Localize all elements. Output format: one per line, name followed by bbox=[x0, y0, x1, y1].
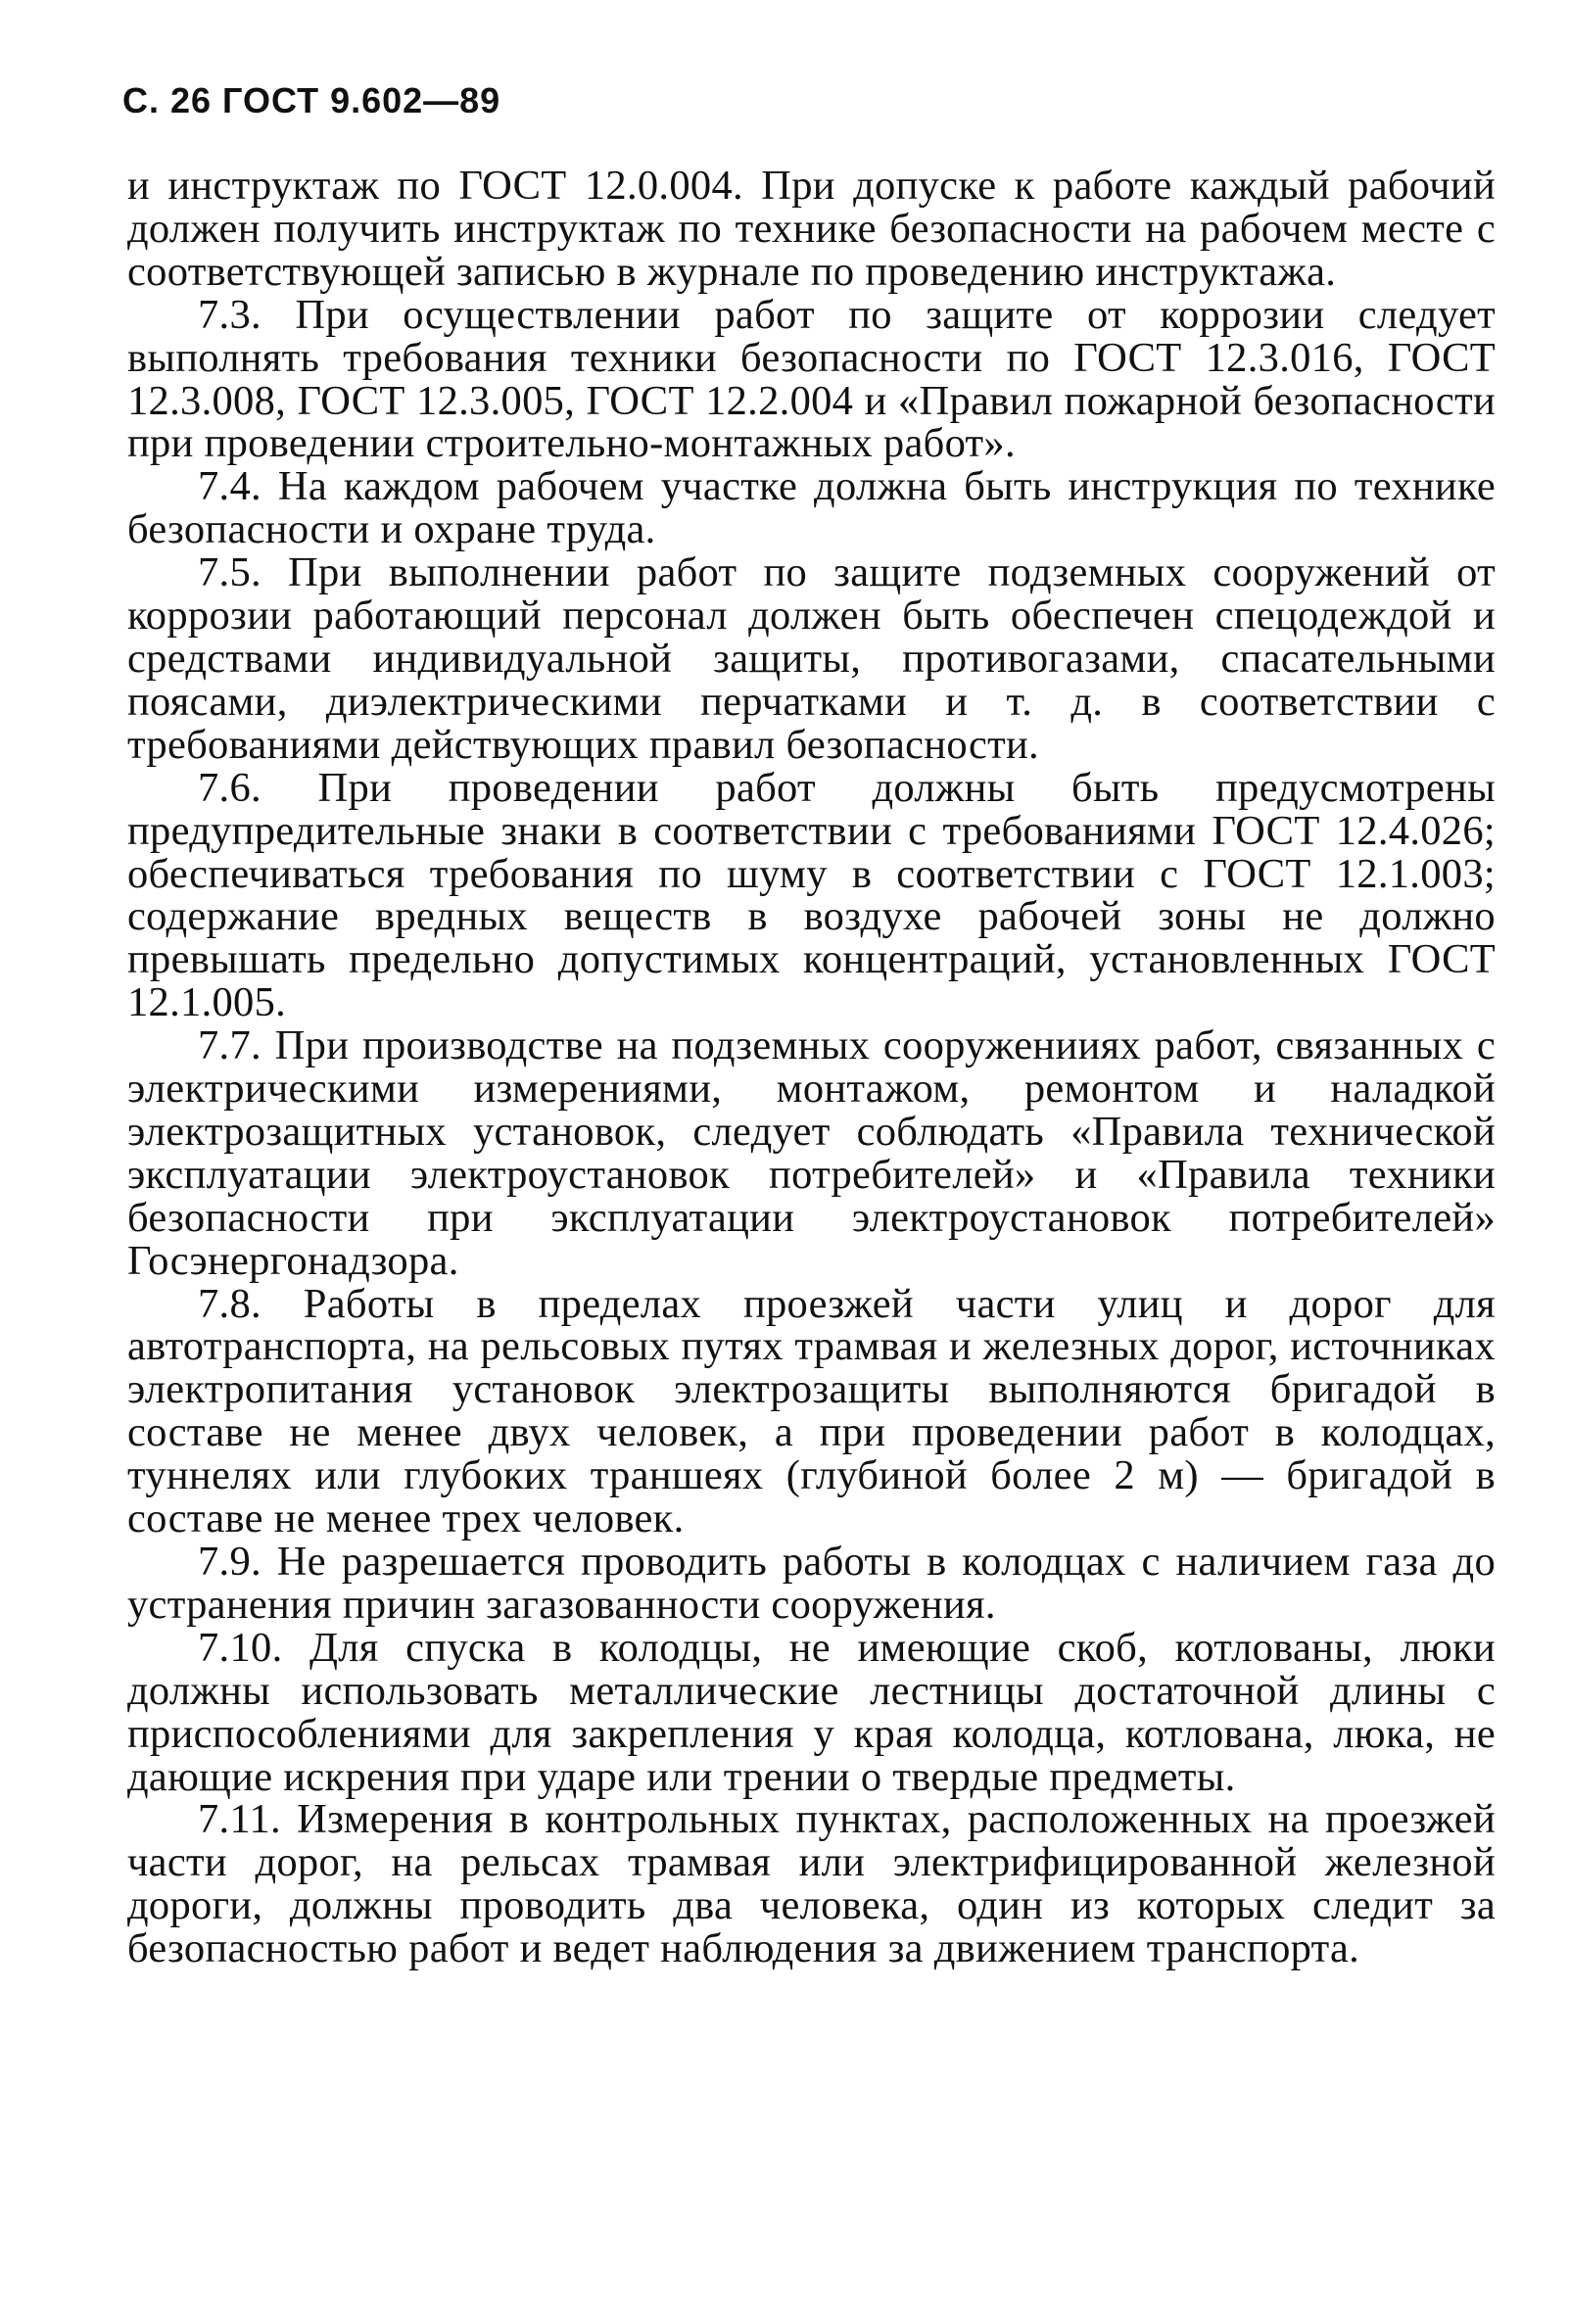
paragraph-7-6 bbox=[127, 764, 1496, 1026]
paragraph-text: При проведении работ должны быть предусмотрены предупредительные знаки в соответствии с требованиями ГОСТ 12.4.026; обеспечиваться требования по шуму в соответствии с ГОСТ 12.1.003; содержание вредных веществ в воздухе рабочей зоны не должно превышать предельно допустимых концентраций, установленных ГОСТ 12.1.005. bbox=[127, 764, 1496, 1026]
paragraph-text: При осуществлении работ по защите от коррозии следует выполнять требования техники безопасности по ГОСТ 12.3.016, ГОСТ 12.3.008, ГОСТ 12.3.005, ГОСТ 12.2.004 и «Правил пожарной безопасности при проведении строительно-монтажных работ». bbox=[127, 291, 1496, 467]
paragraph-7-7 bbox=[127, 1024, 1496, 1282]
paragraph-text: Не разрешается проводить работы в колодцах с наличием газа до устранения причин загазованности сооружения. bbox=[127, 1539, 1496, 1628]
paragraph-7-11 bbox=[127, 1798, 1496, 1970]
paragraph-text: На каждом рабочем участке должна быть инструкция по технике безопасности и охране труда. bbox=[127, 463, 1496, 553]
paragraph-7-3 bbox=[127, 291, 1496, 467]
paragraph-number: 7.4. bbox=[198, 463, 262, 510]
paragraph-7-5 bbox=[127, 551, 1496, 767]
paragraph-number: 7.5. bbox=[198, 549, 262, 596]
paragraph-text: и инструктаж по ГОСТ 12.0.004. При допуске к работе каждый рабочий должен получить инструктаж по технике безопасности на рабочем месте с соответствующей записью в журнале по проведению инструктажа. bbox=[127, 163, 1496, 295]
paragraph-number: 7.6. bbox=[198, 764, 262, 811]
paragraph-text: При выполнении работ по защите подземных сооружений от коррозии работающий персонал должен быть обеспечен спецодеждой и средствами индивидуальной защиты, противогазами, спасательными поясами, диэлектрическими перчатками и т. д. в соответствии с требованиями действующих правил безопасности. bbox=[127, 549, 1496, 768]
paragraph-text: Работы в пределах проезжей части улиц и дорог для автотранспорта, на рельсовых путях трамвая и железных дорог, источниках электропитания установок электрозащиты выполняются бригадой в составе не менее двух человек, а при проведении работ в колодцах, туннелях или глубоких траншеях (глубиной более 2 м) — бригадой в составе не менее трех человек. bbox=[127, 1280, 1496, 1542]
running-head: С. 26 ГОСТ 9.602—89 bbox=[122, 80, 501, 120]
paragraph-text: Для спуска в колодцы, не имеющие скоб, котлованы, люки должны использовать металлические лестницы достаточной длины с приспособлениями для закрепления у края колодца, котлована, люка, не дающие искрения при ударе или трении о твердые предметы. bbox=[127, 1624, 1496, 1800]
paragraph-number: 7.7. bbox=[198, 1022, 262, 1069]
paragraph-continuation bbox=[127, 165, 1496, 294]
paragraph-number: 7.3. bbox=[198, 291, 262, 338]
paragraph-text: При производстве на подземных сооруженииях работ, связанных с электрическими измерениями, монтажом, ремонтом и наладкой электрозащитных установок, следует соблюдать «Правила технической эксплуатации электроустановок потребителей» и «Правила техники безопасности при эксплуатации электроустановок потребителей» Госэнергонадзора. bbox=[127, 1022, 1496, 1284]
paragraph-7-8 bbox=[127, 1280, 1496, 1542]
paragraph-text: Измерения в контрольных пунктах, расположенных на проезжей части дорог, на рельсах трамвая или электрифицированной железной дороги, должны проводить два человека, один из которых следит за безопасностью работ и ведет наблюдения за движением транспорта. bbox=[127, 1796, 1496, 1972]
paragraph-number: 7.11. bbox=[198, 1796, 281, 1843]
paragraph-number: 7.10. bbox=[198, 1624, 283, 1671]
paragraph-number: 7.8. bbox=[198, 1280, 262, 1327]
document-body bbox=[127, 165, 1496, 1970]
paragraph-7-10 bbox=[127, 1624, 1496, 1800]
paragraph-7-4 bbox=[127, 465, 1496, 551]
paragraph-number: 7.9. bbox=[198, 1539, 262, 1585]
paragraph-7-9 bbox=[127, 1541, 1496, 1627]
